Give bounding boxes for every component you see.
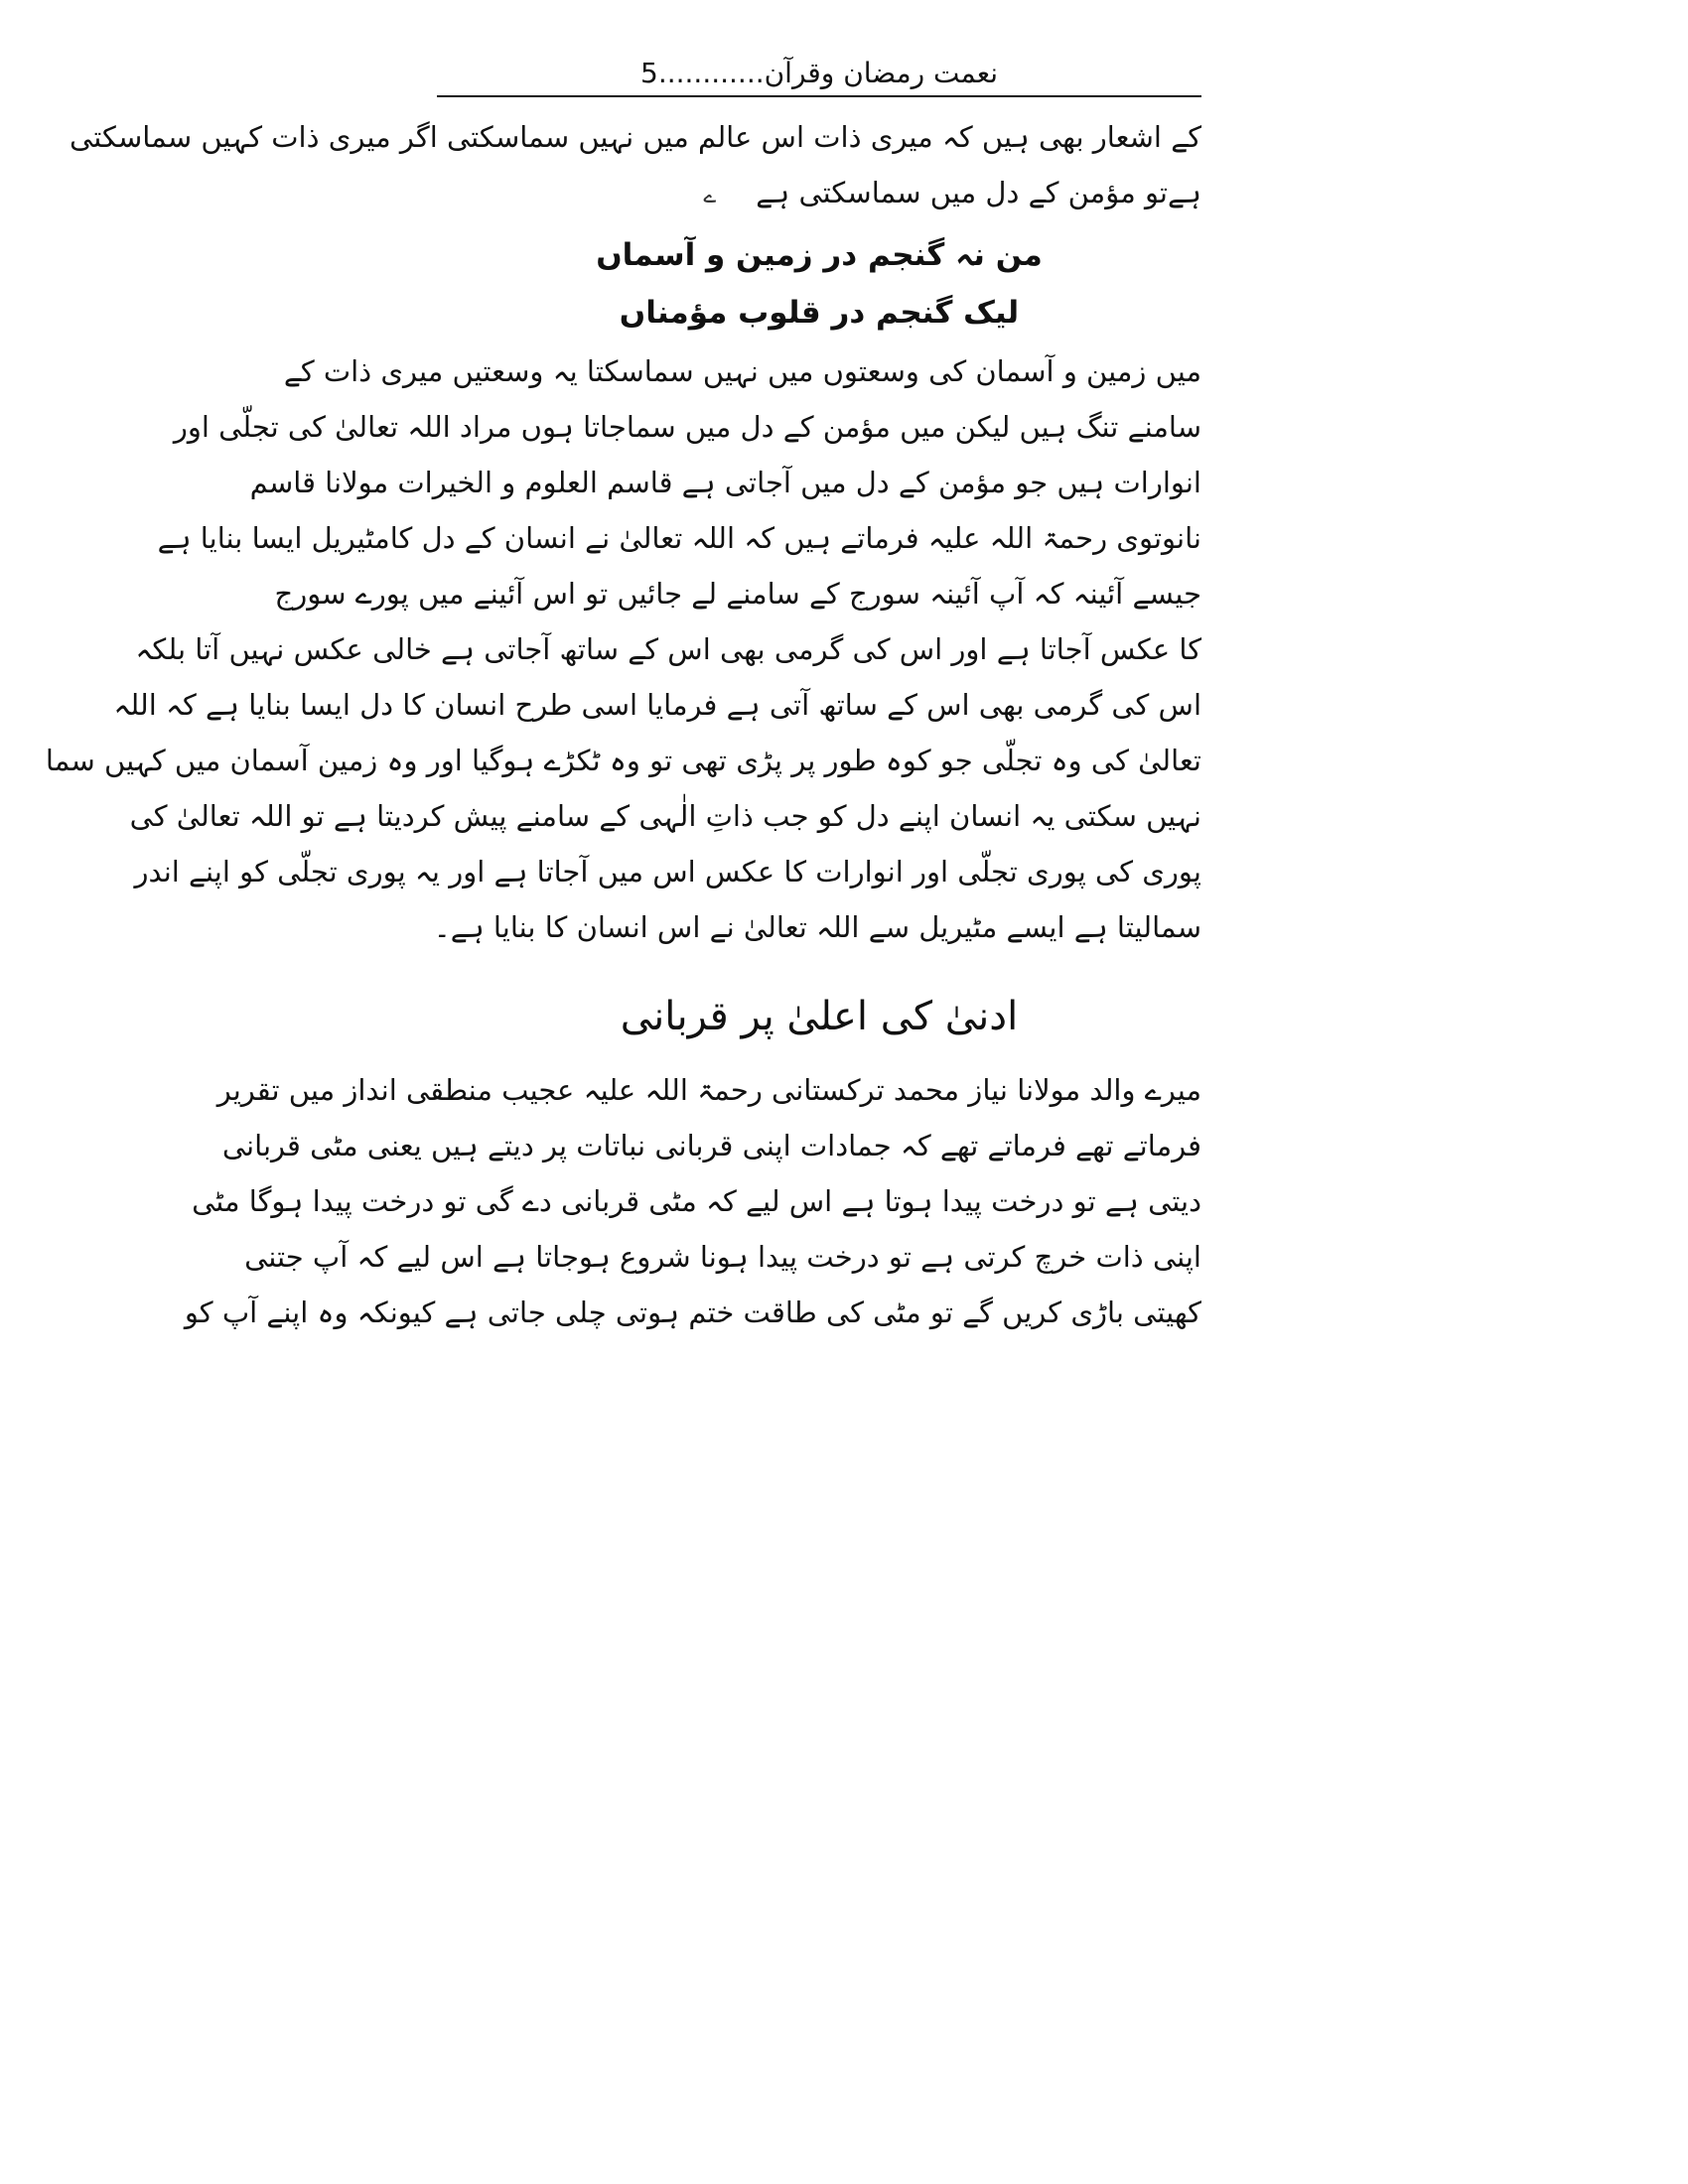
verse-line: من نہ گنجم در زمین و آسماں bbox=[596, 237, 1043, 273]
text-line: میرے والد مولانا نیاز محمد ترکستانی رحمۃ اللہ علیہ عجیب منطقی انداز میں تقریر bbox=[216, 1073, 1201, 1107]
text-line: نانوتوی رحمۃ اللہ علیہ فرماتے ہیں کہ اللہ تعالیٰ نے انسان کے دل کامٹیریل ایسا بنایا ہے bbox=[157, 521, 1201, 555]
text-line: کے اشعار بھی ہیں کہ میری ذات اس عالم میں نہیں سماسکتی اگر میری ذات کہیں سماسکتی bbox=[70, 120, 1201, 154]
paragraph-main bbox=[45, 343, 1201, 955]
text-line: سامنے تنگ ہیں لیکن میں مؤمن کے دل میں سماجاتا ہوں مراد اللہ تعالیٰ کی تجلّی اور bbox=[173, 410, 1201, 444]
text-line: اس کی گرمی بھی اس کے ساتھ آتی ہے فرمایا اسی طرح انسان کا دل ایسا بنایا ہے کہ اللہ bbox=[113, 688, 1201, 722]
section-heading-block bbox=[437, 979, 1201, 1054]
text-line: سمالیتا ہے ایسے مٹیریل سے اللہ تعالیٰ نے اس انسان کا بنایا ہے۔ bbox=[433, 910, 1201, 944]
paragraph-intro bbox=[70, 109, 1201, 220]
text-line: کا عکس آجاتا ہے اور اس کی گرمی بھی اس کے ساتھ آجاتی ہے خالی عکس نہیں آتا بلکہ bbox=[135, 632, 1201, 666]
text-line: جیسے آئینہ کہ آپ آئینہ سورج کے سامنے لے جائیں تو اس آئینے میں پورے سورج bbox=[274, 577, 1201, 611]
paragraph-sacrifice bbox=[184, 1062, 1201, 1340]
verse-mark: ے bbox=[703, 184, 717, 208]
section-heading: ادنیٰ کی اعلیٰ پر قربانی bbox=[620, 994, 1019, 1039]
text-line: اپنی ذات خرچ کرتی ہے تو درخت پیدا ہونا شروع ہوجاتا ہے اس لیے کہ آپ جتنی bbox=[244, 1240, 1201, 1274]
text-line: فرماتے تھے فرماتے تھے کہ جمادات اپنی قربانی نباتات پر دیتے ہیں یعنی مٹی قربانی bbox=[221, 1129, 1201, 1162]
text-line: نہیں سکتی یہ انسان اپنے دل کو جب ذاتِ الٰہی کے سامنے پیش کردیتا ہے تو اللہ تعالیٰ کی bbox=[129, 799, 1201, 833]
page-header: نعمت رمضان وقرآن............5 bbox=[639, 57, 998, 89]
verse-line: لیک گنجم در قلوب مؤمناں bbox=[619, 295, 1020, 331]
text-line bbox=[437, 165, 1201, 220]
text-line: پوری کی پوری تجلّی اور انوارات کا عکس اس میں آجاتا ہے اور یہ پوری تجلّی کو اپنے اندر bbox=[134, 855, 1201, 888]
text-line: میں زمین و آسمان کی وسعتوں میں نہیں سماسکتا یہ وسعتیں میری ذات کے bbox=[283, 354, 1201, 388]
text-line: انوارات ہیں جو مؤمن کے دل میں آجاتی ہے قاسم العلوم و الخیرات مولانا قاسم bbox=[249, 466, 1201, 499]
header-rule bbox=[437, 95, 1201, 97]
persian-verse bbox=[437, 226, 1201, 341]
text-line: دیتی ہے تو درخت پیدا ہوتا ہے اس لیے کہ مٹی قربانی دے گی تو درخت پیدا ہوگا مٹی bbox=[192, 1184, 1201, 1218]
text-line: کھیتی باڑی کریں گے تو مٹی کی طاقت ختم ہوتی چلی جاتی ہے کیونکہ وہ اپنے آپ کو bbox=[184, 1296, 1201, 1329]
text-line: تعالیٰ کی وہ تجلّی جو کوہ طور پر پڑی تھی تو وہ ٹکڑے ہوگیا اور وہ زمین آسمان میں کہیں سما bbox=[45, 744, 1201, 777]
text-line-content: ہےتو مؤمن کے دل میں سماسکتی ہے bbox=[756, 176, 1201, 209]
